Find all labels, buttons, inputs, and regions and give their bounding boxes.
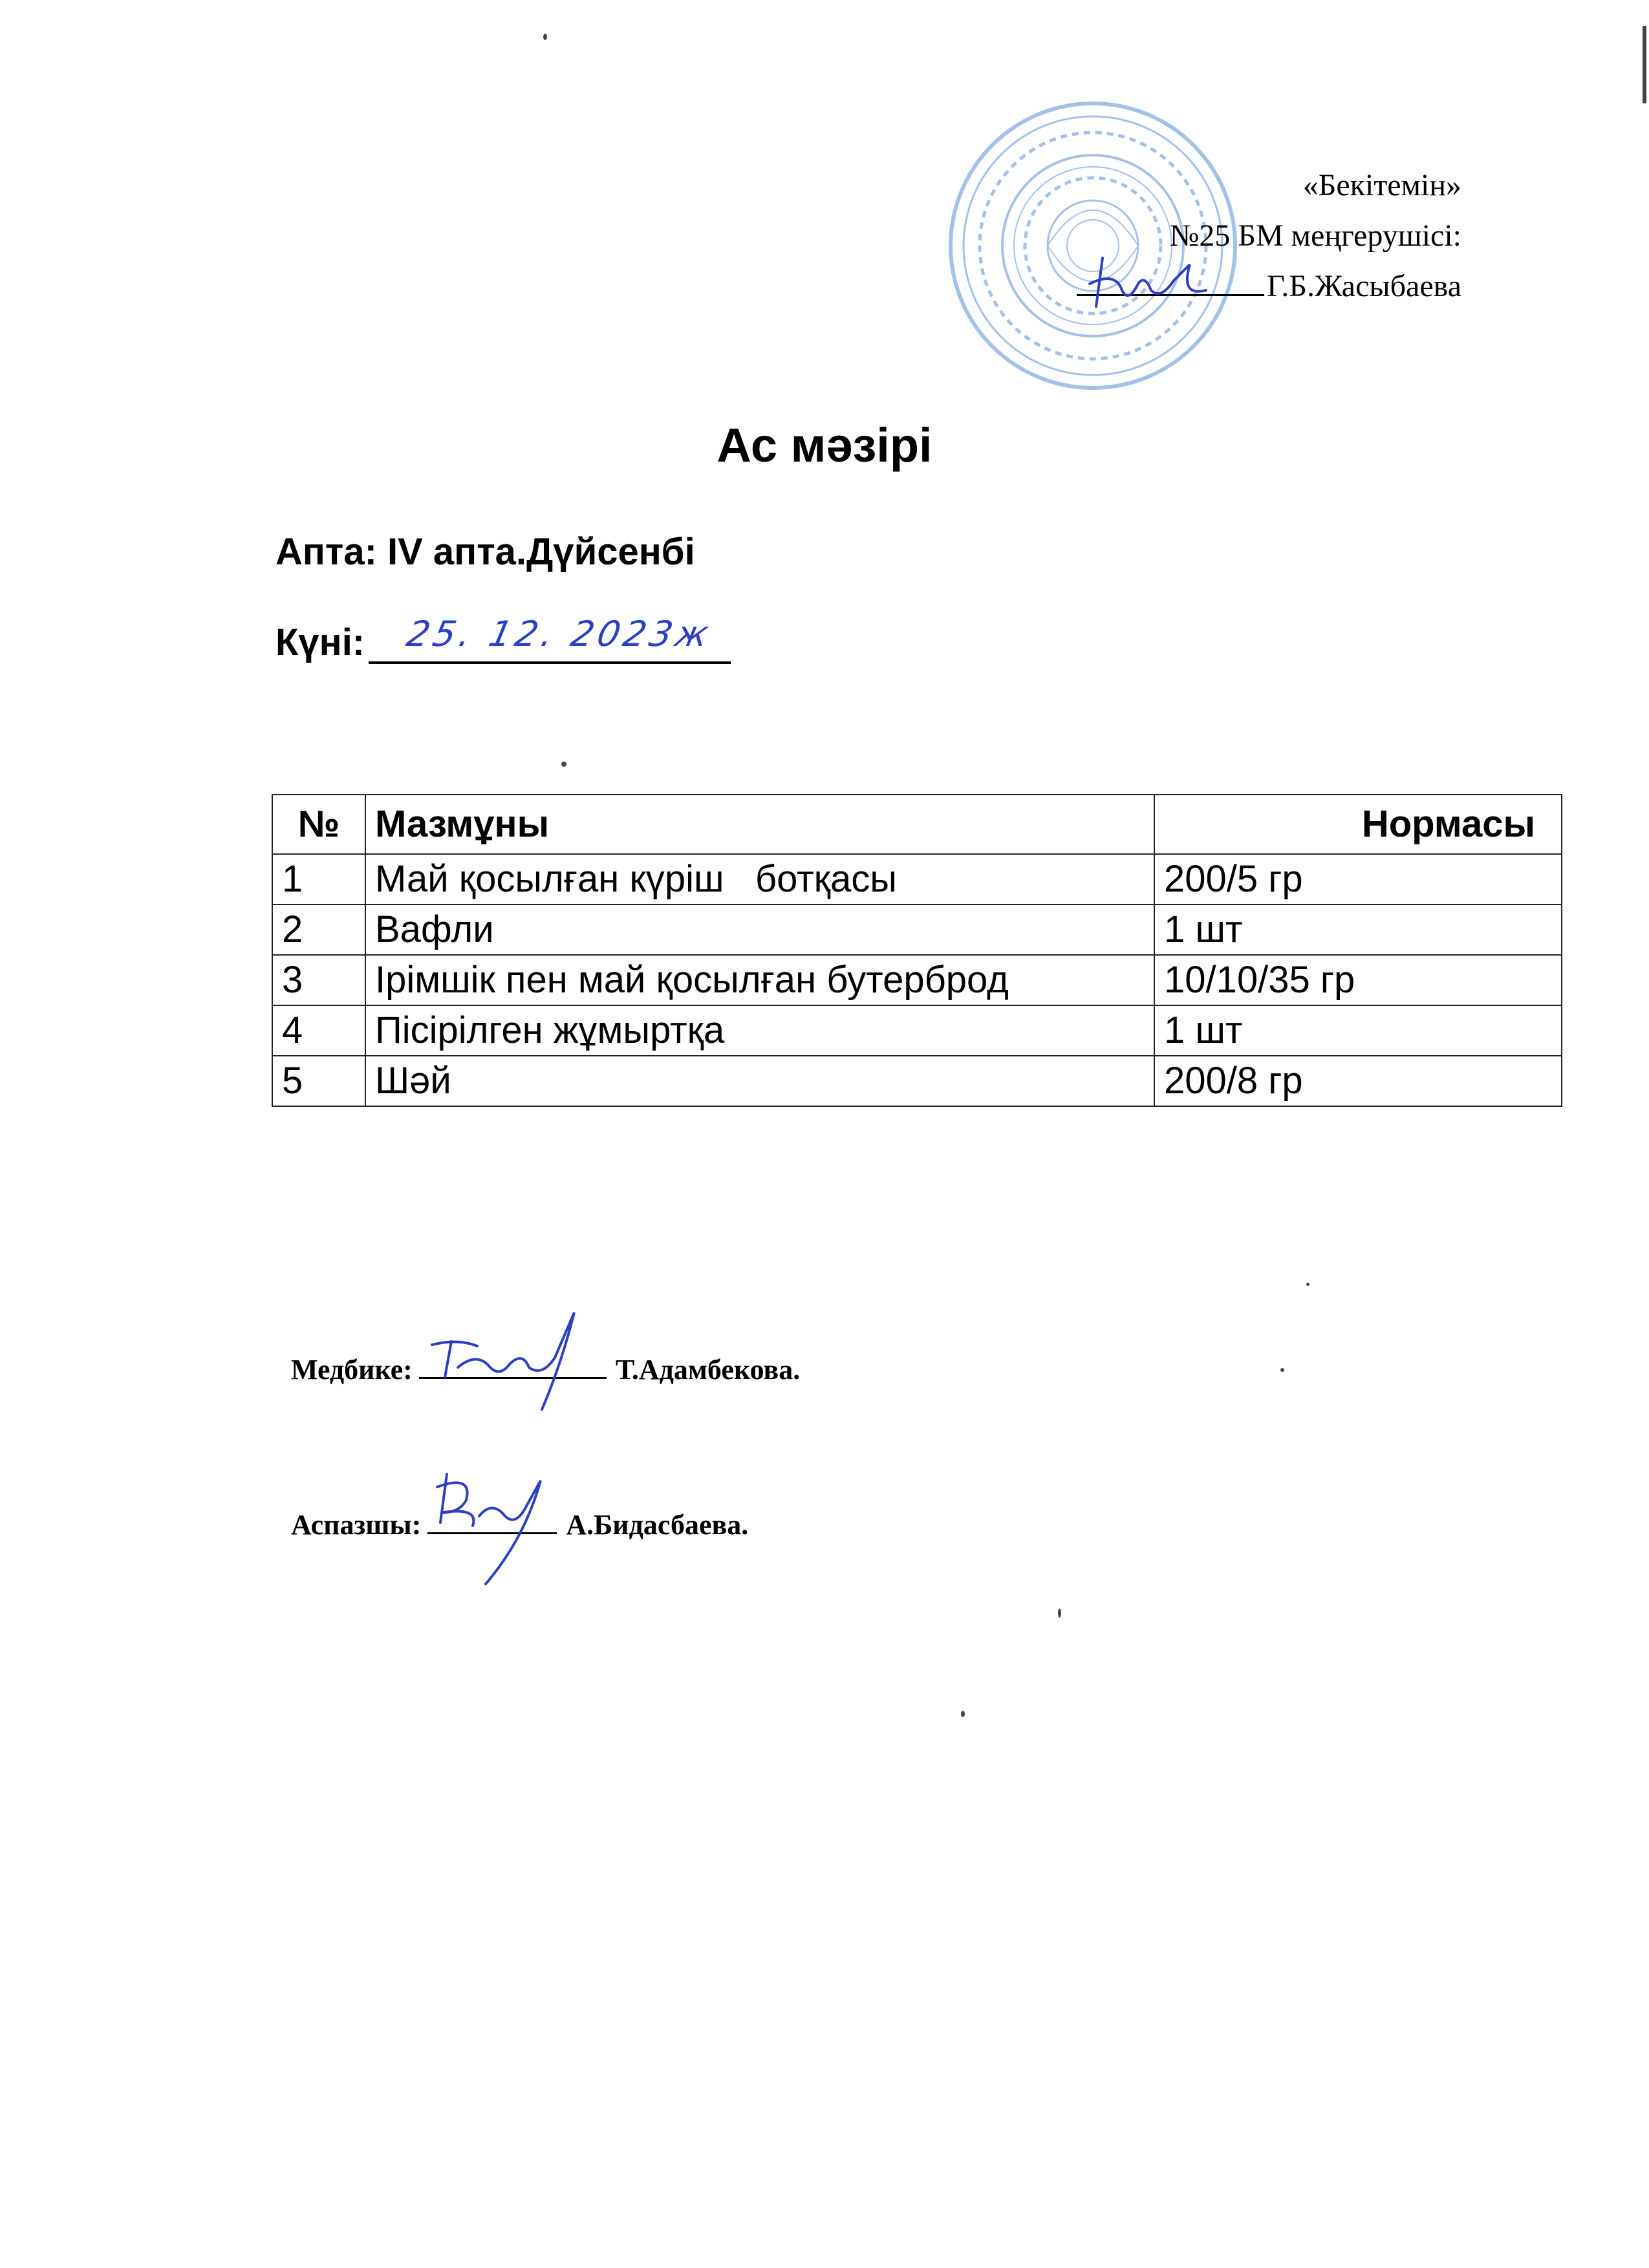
header-norm: Нормасы [1154,795,1562,854]
cook-signature-line [427,1506,557,1534]
table-row [272,854,1562,904]
nurse-signature [419,1306,613,1422]
nurse-signature-line [419,1351,607,1379]
row-number: 1 [272,854,365,904]
week-label: Апта: IV апта.Дүйсенбі [275,531,695,573]
approval-heading: «Бекітемін» [1302,168,1461,202]
nurse-name: Т.Адамбекова. [615,1354,801,1385]
scan-speck [1306,1283,1310,1286]
row-number: 5 [272,1056,365,1106]
header-content: Мазмұны [365,795,1154,854]
table-row [272,1005,1562,1056]
date-field [369,614,731,664]
row-dish: Ірімшік пен май қосылған бутерброд [365,955,1154,1005]
scan-speck [543,34,547,40]
nurse-label: Медбике: [291,1354,413,1385]
header-number: № [272,795,365,854]
approval-position: №25 БМ меңгерушісі: [1169,219,1461,253]
table-row [272,904,1562,955]
date-row [275,614,731,664]
cook-label: Аспазшы: [291,1509,422,1541]
date-label: Күні: [275,621,365,663]
row-dish: Вафли [365,904,1154,955]
cook-signature [427,1461,570,1590]
director-name: Г.Б.Жасыбаева [1267,269,1461,303]
cook-signature-row [291,1506,748,1541]
row-norm: 1 шт [1154,904,1562,955]
menu-table [272,794,1562,1107]
scan-speck [1280,1368,1284,1372]
approval-signature-row [1035,261,1461,312]
table-header-row [272,795,1562,854]
scan-speck [961,1711,965,1717]
scan-speck [1643,26,1646,103]
row-norm: 200/8 гр [1154,1056,1562,1106]
row-dish: Май қосылған күріш ботқасы [365,854,1154,904]
scan-speck [1058,1609,1061,1618]
scan-speck [561,762,566,767]
date-handwritten-value: 25. 12. 2023ж [403,614,716,654]
row-dish: Шәй [365,1056,1154,1106]
approval-block [1035,160,1461,312]
table-row [272,955,1562,1005]
nurse-signature-row [291,1351,800,1386]
row-dish: Пісірілген жұмыртқа [365,1005,1154,1056]
director-signature-line [1077,268,1264,296]
row-norm: 1 шт [1154,1005,1562,1056]
cook-name: А.Бидасбаева. [566,1509,749,1541]
row-number: 4 [272,1005,365,1056]
table-row [272,1056,1562,1106]
row-number: 2 [272,904,365,955]
row-norm: 10/10/35 гр [1154,955,1562,1005]
row-norm: 200/5 гр [1154,854,1562,904]
page-title: Ас мәзірі [717,418,932,472]
row-number: 3 [272,955,365,1005]
director-signature [1077,245,1219,316]
